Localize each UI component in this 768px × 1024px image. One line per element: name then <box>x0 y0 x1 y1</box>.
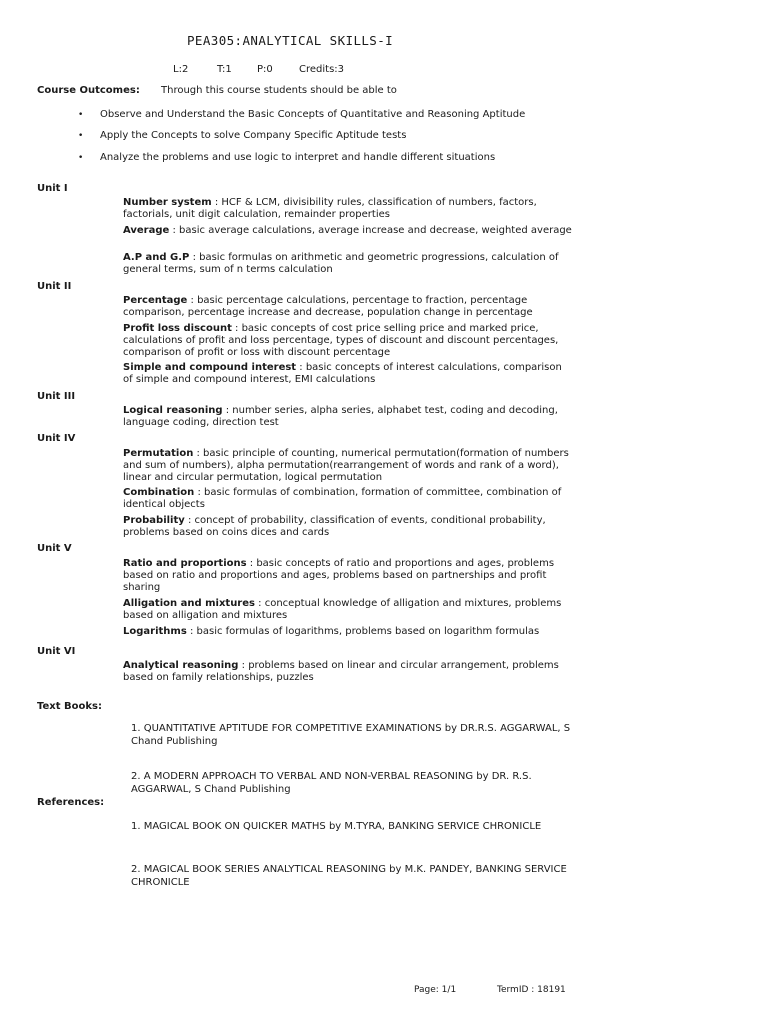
outcome-item: Analyze the problems and use logic to interpret and handle different situations <box>100 152 496 163</box>
bullet-icon: • <box>78 131 84 141</box>
topic: Probability : concept of probability, classification of events, conditional probability, problems based on coins dices and cards <box>123 515 546 538</box>
practical-hours: P:0 <box>257 64 273 75</box>
topic-name: Logarithms <box>123 626 187 637</box>
tutorial-hours: T:1 <box>217 64 232 75</box>
reference-item: 1. MAGICAL BOOK ON QUICKER MATHS by M.TYRA, BANKING SERVICE CHRONICLE <box>131 821 542 832</box>
outcome-item: Apply the Concepts to solve Company Specific Aptitude tests <box>100 130 407 141</box>
topic-description: basic principle of counting, numerical permutation(formation of numbers and sum of numbers), alpha permutation(rearrangement of words and rank of a word), linear and circular permutation, logical permutation <box>123 448 569 483</box>
page-number: Page: 1/1 <box>414 985 457 995</box>
topic: Number system : HCF & LCM, divisibility rules, classification of numbers, factors, factorials, unit digit calculation, remainder properties <box>123 197 537 220</box>
topic-description: HCF & LCM, divisibility rules, classification of numbers, factors, factorials, unit digit calculation, remainder properties <box>123 197 537 220</box>
topic: Simple and compound interest : basic concepts of interest calculations, comparison of simple and compound interest, EMI calculations <box>123 362 562 385</box>
topic-name: Simple and compound interest <box>123 362 297 373</box>
topic-description: basic concepts of interest calculations, comparison of simple and compound interest, EMI calculations <box>123 362 562 385</box>
lecture-hours: L:2 <box>173 64 189 75</box>
topic: Ratio and proportions : basic concepts of ratio and proportions and ages, problems based on ratio and proportions and ages, problems based on partnerships and profit sharing <box>123 558 555 593</box>
topic: Analytical reasoning : problems based on linear and circular arrangement, problems based on family relationships, puzzles <box>123 660 559 683</box>
topic-name: Profit loss discount <box>123 323 232 334</box>
topic-description: conceptual knowledge of alligation and mixtures, problems based on alligation and mixtures <box>123 598 562 621</box>
bullet-icon: • <box>78 153 84 163</box>
text-book-item: 1. QUANTITATIVE APTITUDE FOR COMPETITIVE EXAMINATIONS by DR.R.S. AGGARWAL, S Chand Publishing <box>131 723 571 747</box>
topic-description: basic formulas of logarithms, problems based on logarithm formulas <box>196 626 540 637</box>
topic: Logarithms : basic formulas of logarithms, problems based on logarithm formulas <box>123 626 540 637</box>
topic-description: basic formulas on arithmetic and geometric progressions, calculation of general terms, sum of n terms calculation <box>123 252 559 275</box>
outcome-item: Observe and Understand the Basic Concepts of Quantitative and Reasoning Aptitude <box>100 109 526 120</box>
bullet-icon: • <box>78 110 84 120</box>
topic-description: basic percentage calculations, percentage to fraction, percentage comparison, percentage increase and decrease, population change in percentage <box>123 295 533 318</box>
text-book-item: 2. A MODERN APPROACH TO VERBAL AND NON-VERBAL REASONING by DR. R.S. AGGARWAL, S Chand Publishing <box>131 771 532 795</box>
unit-label: Unit II <box>37 281 72 292</box>
topic-description: basic concepts of ratio and proportions and ages, problems based on ratio and proportions and ages, problems based on partnerships and profit sharing <box>123 558 555 593</box>
topic-name: Percentage <box>123 295 188 306</box>
unit-label: Unit V <box>37 543 72 554</box>
topic-name: Average <box>123 225 170 236</box>
text-books-label: Text Books: <box>37 701 102 712</box>
topic-name: Combination <box>123 487 195 498</box>
credits: Credits:3 <box>299 64 345 75</box>
topic: Profit loss discount : basic concepts of cost price selling price and marked price, calculations of profit and loss percentage, types of discount and discount percentages, comparison of profit or loss with discount percentage <box>123 323 559 358</box>
topic-name: A.P and G.P <box>123 252 190 263</box>
topic-name: Number system <box>123 197 212 208</box>
course-outcomes-intro: Through this course students should be able to <box>161 85 397 96</box>
unit-label: Unit I <box>37 183 68 194</box>
references-label: References: <box>37 797 105 808</box>
topic: Percentage : basic percentage calculations, percentage to fraction, percentage comparison, percentage increase and decrease, population change in percentage <box>123 295 533 318</box>
term-id: TermID : 18191 <box>497 985 566 995</box>
topic: Logical reasoning : number series, alpha series, alphabet test, coding and decoding, language coding, direction test <box>123 405 558 428</box>
topic-name: Alligation and mixtures <box>123 598 255 609</box>
topic: Combination : basic formulas of combination, formation of committee, combination of identical objects <box>123 487 562 510</box>
topic: Alligation and mixtures : conceptual knowledge of alligation and mixtures, problems based on alligation and mixtures <box>123 598 562 621</box>
topic-name: Logical reasoning <box>123 405 223 416</box>
topic-description: basic concepts of cost price selling price and marked price, calculations of profit and loss percentage, types of discount and discount percentages, comparison of profit or loss with discount percentage <box>123 323 559 358</box>
topic-description: basic formulas of combination, formation of committee, combination of identical objects <box>123 487 562 510</box>
course-title: PEA305:ANALYTICAL SKILLS-I <box>187 33 394 48</box>
topic-name: Probability <box>123 515 185 526</box>
unit-label: Unit VI <box>37 646 76 657</box>
topic-name: Permutation <box>123 448 194 459</box>
topic-name: Ratio and proportions <box>123 558 247 569</box>
topic-description: number series, alpha series, alphabet test, coding and decoding, language coding, direction test <box>123 405 558 428</box>
topic-description: basic average calculations, average increase and decrease, weighted average <box>179 225 572 236</box>
topic-description: concept of probability, classification of events, conditional probability, problems based on coins dices and cards <box>123 515 546 538</box>
topic-description: problems based on linear and circular arrangement, problems based on family relationships, puzzles <box>123 660 559 683</box>
topic: Permutation : basic principle of counting, numerical permutation(formation of numbers and sum of numbers), alpha permutation(rearrangement of words and rank of a word), linear and circular permutation, logical permutation <box>123 448 569 483</box>
reference-item: 2. MAGICAL BOOK SERIES ANALYTICAL REASONING by M.K. PANDEY, BANKING SERVICE CHRONICLE <box>131 864 567 888</box>
course-outcomes-label: Course Outcomes: <box>37 85 140 96</box>
topic: Average : basic average calculations, average increase and decrease, weighted average <box>123 225 572 236</box>
topic-name: Analytical reasoning <box>123 660 239 671</box>
topic: A.P and G.P : basic formulas on arithmetic and geometric progressions, calculation of general terms, sum of n terms calculation <box>123 252 559 275</box>
unit-label: Unit III <box>37 391 76 402</box>
unit-label: Unit IV <box>37 433 76 444</box>
